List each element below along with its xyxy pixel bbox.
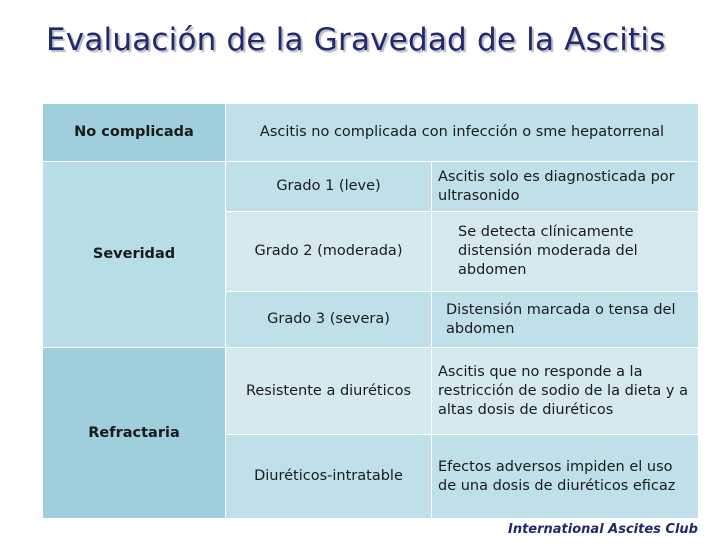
grade-3-label: Grado 3 (severa) xyxy=(226,292,432,348)
grade-1-label: Grado 1 (leve) xyxy=(226,162,432,212)
table-row xyxy=(43,104,699,162)
grade-2-label: Grado 2 (moderada) xyxy=(226,212,432,292)
grade-1-description: Ascitis solo es diagnosticada por ultrasonido xyxy=(432,162,699,212)
grade-2-description: Se detecta clínicamente distensión moderada del abdomen xyxy=(432,212,699,292)
table-row xyxy=(43,348,699,435)
table-row xyxy=(43,162,699,212)
row-header-refractaria: Refractaria xyxy=(43,348,226,519)
no-complicada-description: Ascitis no complicada con infección o sme hepatorrenal xyxy=(226,104,699,162)
source-credit: International Ascites Club xyxy=(508,522,698,537)
slide-title: Evaluación de la Gravedad de la Ascitis xyxy=(46,22,666,58)
grade-3-description: Distensión marcada o tensa del abdomen xyxy=(432,292,699,348)
row-header-severidad: Severidad xyxy=(43,162,226,348)
refractory-type-1-description: Ascitis que no responde a la restricción de sodio de la dieta y a altas dosis de diuréticos xyxy=(432,348,699,435)
row-header-no-complicada: No complicada xyxy=(43,104,226,162)
refractory-type-1-label: Resistente a diuréticos xyxy=(226,348,432,435)
refractory-type-2-label: Diuréticos-intratable xyxy=(226,435,432,519)
ascites-severity-table xyxy=(42,103,699,519)
refractory-type-2-description: Efectos adversos impiden el uso de una dosis de diuréticos eficaz xyxy=(432,435,699,519)
